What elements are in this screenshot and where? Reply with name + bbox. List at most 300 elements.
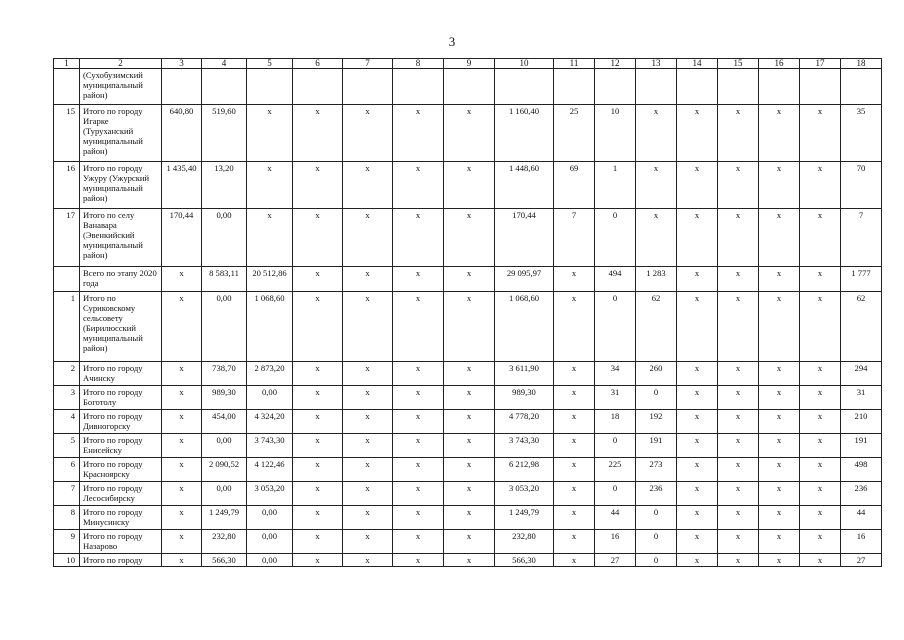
- row-name-cell: Итого по городу Енисейску: [80, 434, 162, 458]
- value-cell: [444, 69, 495, 105]
- table-row: [54, 162, 882, 209]
- value-cell: х: [444, 267, 495, 292]
- value-cell: х: [293, 434, 343, 458]
- value-cell: х: [759, 105, 800, 162]
- table-row: [54, 105, 882, 162]
- column-header: 10: [495, 59, 554, 69]
- value-cell: 566,30: [495, 554, 554, 567]
- value-cell: 1 777: [841, 267, 882, 292]
- value-cell: 31: [841, 386, 882, 410]
- value-cell: х: [677, 267, 718, 292]
- value-cell: х: [718, 386, 759, 410]
- value-cell: х: [718, 530, 759, 554]
- value-cell: х: [162, 554, 202, 567]
- value-cell: х: [800, 267, 841, 292]
- value-cell: х: [759, 506, 800, 530]
- value-cell: х: [677, 162, 718, 209]
- value-cell: [759, 69, 800, 105]
- value-cell: [202, 69, 247, 105]
- value-cell: 294: [841, 362, 882, 386]
- value-cell: х: [718, 506, 759, 530]
- value-cell: х: [343, 554, 393, 567]
- value-cell: 0: [595, 209, 636, 267]
- value-cell: х: [343, 267, 393, 292]
- value-cell: [495, 69, 554, 105]
- value-cell: 2 873,20: [247, 362, 293, 386]
- value-cell: х: [800, 209, 841, 267]
- value-cell: 70: [841, 162, 882, 209]
- row-number-cell: 9: [54, 530, 80, 554]
- row-number-cell: 3: [54, 386, 80, 410]
- value-cell: 3 743,30: [247, 434, 293, 458]
- value-cell: х: [444, 434, 495, 458]
- value-cell: 3 053,20: [495, 482, 554, 506]
- value-cell: х: [162, 362, 202, 386]
- value-cell: 0: [636, 506, 677, 530]
- value-cell: [293, 69, 343, 105]
- row-name-cell: Итого по городу Игарке (Туруханский муниципальный район): [80, 105, 162, 162]
- value-cell: [841, 69, 882, 105]
- value-cell: 192: [636, 410, 677, 434]
- column-header: 5: [247, 59, 293, 69]
- row-name-cell: Всего по этапу 2020 года: [80, 267, 162, 292]
- value-cell: [595, 69, 636, 105]
- value-cell: 4 324,20: [247, 410, 293, 434]
- row-number-cell: [54, 267, 80, 292]
- value-cell: х: [162, 434, 202, 458]
- row-name-cell: Итого по селу Ванавара (Эвенкийский муниципальный район): [80, 209, 162, 267]
- value-cell: 13,20: [202, 162, 247, 209]
- row-name-cell: Итого по городу Ачинску: [80, 362, 162, 386]
- value-cell: х: [293, 458, 343, 482]
- column-header: 16: [759, 59, 800, 69]
- value-cell: 8 583,11: [202, 267, 247, 292]
- value-cell: 498: [841, 458, 882, 482]
- value-cell: 170,44: [162, 209, 202, 267]
- value-cell: 191: [636, 434, 677, 458]
- value-cell: х: [677, 209, 718, 267]
- value-cell: 0,00: [202, 209, 247, 267]
- value-cell: х: [677, 458, 718, 482]
- row-name-cell: Итого по Суриковскому сельсовету (Бирилюсский муниципальный район): [80, 292, 162, 362]
- value-cell: х: [162, 482, 202, 506]
- table-row: [54, 292, 882, 362]
- value-cell: 4 122,46: [247, 458, 293, 482]
- value-cell: х: [759, 458, 800, 482]
- row-number-cell: 1: [54, 292, 80, 362]
- value-cell: х: [800, 362, 841, 386]
- value-cell: 0: [595, 292, 636, 362]
- value-cell: х: [444, 292, 495, 362]
- value-cell: х: [800, 458, 841, 482]
- value-cell: х: [293, 267, 343, 292]
- value-cell: х: [718, 209, 759, 267]
- row-number-cell: 7: [54, 482, 80, 506]
- value-cell: х: [759, 362, 800, 386]
- data-table: [53, 58, 882, 567]
- value-cell: 191: [841, 434, 882, 458]
- value-cell: х: [444, 482, 495, 506]
- value-cell: 0: [636, 530, 677, 554]
- value-cell: х: [444, 386, 495, 410]
- value-cell: х: [343, 209, 393, 267]
- value-cell: х: [444, 162, 495, 209]
- value-cell: х: [444, 506, 495, 530]
- value-cell: х: [343, 530, 393, 554]
- value-cell: 3 611,90: [495, 362, 554, 386]
- row-number-cell: 15: [54, 105, 80, 162]
- value-cell: 640,80: [162, 105, 202, 162]
- value-cell: х: [162, 458, 202, 482]
- value-cell: 454,00: [202, 410, 247, 434]
- value-cell: х: [444, 105, 495, 162]
- value-cell: х: [554, 362, 595, 386]
- value-cell: 69: [554, 162, 595, 209]
- value-cell: х: [759, 386, 800, 410]
- value-cell: 225: [595, 458, 636, 482]
- value-cell: х: [393, 410, 444, 434]
- value-cell: х: [718, 410, 759, 434]
- value-cell: х: [393, 554, 444, 567]
- value-cell: х: [162, 386, 202, 410]
- value-cell: х: [800, 105, 841, 162]
- value-cell: [636, 69, 677, 105]
- value-cell: 27: [841, 554, 882, 567]
- value-cell: х: [444, 410, 495, 434]
- value-cell: х: [293, 530, 343, 554]
- value-cell: х: [293, 362, 343, 386]
- column-header: 3: [162, 59, 202, 69]
- value-cell: 29 095,97: [495, 267, 554, 292]
- row-name-cell: Итого по городу Лесосибирску: [80, 482, 162, 506]
- value-cell: х: [343, 410, 393, 434]
- value-cell: 62: [841, 292, 882, 362]
- column-header: 7: [343, 59, 393, 69]
- column-header: 11: [554, 59, 595, 69]
- value-cell: х: [554, 292, 595, 362]
- row-number-cell: 16: [54, 162, 80, 209]
- value-cell: х: [759, 410, 800, 434]
- value-cell: 1 249,79: [202, 506, 247, 530]
- value-cell: 1 160,40: [495, 105, 554, 162]
- value-cell: 989,30: [495, 386, 554, 410]
- column-header: 9: [444, 59, 495, 69]
- table-row: [54, 506, 882, 530]
- value-cell: 44: [595, 506, 636, 530]
- row-name-cell: Итого по городу Боготолу: [80, 386, 162, 410]
- table-row: [54, 69, 882, 105]
- value-cell: х: [343, 105, 393, 162]
- column-header: 12: [595, 59, 636, 69]
- value-cell: х: [800, 434, 841, 458]
- value-cell: 0: [636, 386, 677, 410]
- value-cell: х: [718, 292, 759, 362]
- value-cell: х: [162, 506, 202, 530]
- column-header: 17: [800, 59, 841, 69]
- value-cell: х: [800, 554, 841, 567]
- value-cell: х: [800, 292, 841, 362]
- value-cell: х: [293, 292, 343, 362]
- value-cell: х: [718, 458, 759, 482]
- value-cell: х: [293, 386, 343, 410]
- value-cell: 0,00: [247, 530, 293, 554]
- value-cell: х: [800, 162, 841, 209]
- value-cell: [718, 69, 759, 105]
- value-cell: 0,00: [202, 482, 247, 506]
- value-cell: х: [800, 482, 841, 506]
- value-cell: 7: [841, 209, 882, 267]
- column-header: 2: [80, 59, 162, 69]
- value-cell: 31: [595, 386, 636, 410]
- table-row: [54, 209, 882, 267]
- value-cell: 0,00: [202, 292, 247, 362]
- value-cell: х: [554, 410, 595, 434]
- value-cell: 62: [636, 292, 677, 362]
- value-cell: х: [636, 162, 677, 209]
- value-cell: х: [247, 162, 293, 209]
- value-cell: 34: [595, 362, 636, 386]
- column-header: 6: [293, 59, 343, 69]
- value-cell: 0: [636, 554, 677, 567]
- table-row: [54, 386, 882, 410]
- value-cell: х: [293, 410, 343, 434]
- value-cell: х: [293, 162, 343, 209]
- value-cell: 236: [636, 482, 677, 506]
- value-cell: 1 435,40: [162, 162, 202, 209]
- row-number-cell: [54, 69, 80, 105]
- value-cell: 236: [841, 482, 882, 506]
- value-cell: [393, 69, 444, 105]
- value-cell: х: [800, 530, 841, 554]
- value-cell: 232,80: [202, 530, 247, 554]
- table-row: [54, 362, 882, 386]
- value-cell: х: [800, 506, 841, 530]
- table-row: [54, 458, 882, 482]
- value-cell: 1 068,60: [495, 292, 554, 362]
- value-cell: х: [444, 362, 495, 386]
- value-cell: 519,60: [202, 105, 247, 162]
- value-cell: х: [393, 209, 444, 267]
- table-row: [54, 530, 882, 554]
- value-cell: 0: [595, 482, 636, 506]
- value-cell: 7: [554, 209, 595, 267]
- value-cell: [343, 69, 393, 105]
- value-cell: [247, 69, 293, 105]
- value-cell: х: [718, 105, 759, 162]
- row-name-cell: Итого по городу Дивногорску: [80, 410, 162, 434]
- value-cell: 170,44: [495, 209, 554, 267]
- value-cell: х: [554, 506, 595, 530]
- value-cell: х: [718, 267, 759, 292]
- table-row: [54, 410, 882, 434]
- value-cell: х: [759, 292, 800, 362]
- value-cell: х: [718, 554, 759, 567]
- value-cell: х: [677, 410, 718, 434]
- row-name-cell: Итого по городу Минусинску: [80, 506, 162, 530]
- value-cell: х: [554, 267, 595, 292]
- value-cell: х: [677, 434, 718, 458]
- value-cell: х: [800, 410, 841, 434]
- value-cell: 0,00: [247, 386, 293, 410]
- value-cell: х: [247, 209, 293, 267]
- value-cell: 0,00: [247, 506, 293, 530]
- value-cell: 16: [595, 530, 636, 554]
- row-name-cell: Итого по городу Назарово: [80, 530, 162, 554]
- value-cell: х: [293, 209, 343, 267]
- value-cell: 210: [841, 410, 882, 434]
- table-row: [54, 267, 882, 292]
- row-number-cell: 2: [54, 362, 80, 386]
- value-cell: х: [677, 482, 718, 506]
- value-cell: х: [554, 482, 595, 506]
- value-cell: 989,30: [202, 386, 247, 410]
- value-cell: 1 249,79: [495, 506, 554, 530]
- value-cell: х: [293, 554, 343, 567]
- value-cell: х: [393, 386, 444, 410]
- value-cell: [554, 69, 595, 105]
- table-row: [54, 434, 882, 458]
- value-cell: х: [162, 410, 202, 434]
- column-header: 15: [718, 59, 759, 69]
- table-row: [54, 482, 882, 506]
- value-cell: х: [393, 506, 444, 530]
- value-cell: х: [293, 105, 343, 162]
- value-cell: 4 778,20: [495, 410, 554, 434]
- value-cell: х: [636, 105, 677, 162]
- value-cell: 3 053,20: [247, 482, 293, 506]
- value-cell: 27: [595, 554, 636, 567]
- value-cell: 20 512,86: [247, 267, 293, 292]
- value-cell: х: [718, 162, 759, 209]
- value-cell: х: [393, 362, 444, 386]
- value-cell: 1 068,60: [247, 292, 293, 362]
- value-cell: [162, 69, 202, 105]
- value-cell: х: [393, 458, 444, 482]
- value-cell: х: [759, 434, 800, 458]
- column-header: 8: [393, 59, 444, 69]
- value-cell: 3 743,30: [495, 434, 554, 458]
- value-cell: х: [343, 162, 393, 209]
- value-cell: 18: [595, 410, 636, 434]
- value-cell: 25: [554, 105, 595, 162]
- value-cell: х: [393, 292, 444, 362]
- value-cell: х: [677, 292, 718, 362]
- value-cell: х: [554, 458, 595, 482]
- value-cell: х: [162, 292, 202, 362]
- row-name-cell: Итого по городу Красноярску: [80, 458, 162, 482]
- value-cell: х: [677, 506, 718, 530]
- value-cell: 2 090,52: [202, 458, 247, 482]
- value-cell: 35: [841, 105, 882, 162]
- row-number-cell: 5: [54, 434, 80, 458]
- value-cell: [800, 69, 841, 105]
- value-cell: х: [759, 162, 800, 209]
- value-cell: х: [444, 554, 495, 567]
- value-cell: [677, 69, 718, 105]
- value-cell: 0: [595, 434, 636, 458]
- value-cell: 1 448,60: [495, 162, 554, 209]
- value-cell: х: [444, 209, 495, 267]
- value-cell: х: [247, 105, 293, 162]
- value-cell: 6 212,98: [495, 458, 554, 482]
- column-header: 1: [54, 59, 80, 69]
- value-cell: х: [444, 530, 495, 554]
- value-cell: х: [759, 530, 800, 554]
- value-cell: х: [393, 434, 444, 458]
- value-cell: х: [554, 530, 595, 554]
- value-cell: х: [343, 292, 393, 362]
- value-cell: 0,00: [247, 554, 293, 567]
- row-number-cell: 6: [54, 458, 80, 482]
- value-cell: х: [343, 482, 393, 506]
- value-cell: х: [343, 362, 393, 386]
- value-cell: х: [393, 267, 444, 292]
- value-cell: 738,70: [202, 362, 247, 386]
- value-cell: 1: [595, 162, 636, 209]
- value-cell: 10: [595, 105, 636, 162]
- column-header: 4: [202, 59, 247, 69]
- value-cell: х: [343, 506, 393, 530]
- table-row: [54, 554, 882, 567]
- value-cell: 0,00: [202, 434, 247, 458]
- value-cell: х: [677, 386, 718, 410]
- column-header: 18: [841, 59, 882, 69]
- value-cell: 566,30: [202, 554, 247, 567]
- value-cell: х: [444, 458, 495, 482]
- value-cell: х: [759, 209, 800, 267]
- value-cell: х: [554, 386, 595, 410]
- value-cell: х: [718, 362, 759, 386]
- page-number: 3: [448, 34, 456, 49]
- value-cell: х: [393, 482, 444, 506]
- value-cell: х: [636, 209, 677, 267]
- value-cell: х: [800, 386, 841, 410]
- header-row: [54, 59, 882, 69]
- row-number-cell: 10: [54, 554, 80, 567]
- value-cell: х: [393, 105, 444, 162]
- value-cell: х: [293, 506, 343, 530]
- value-cell: 494: [595, 267, 636, 292]
- value-cell: х: [343, 458, 393, 482]
- value-cell: х: [343, 434, 393, 458]
- value-cell: х: [343, 386, 393, 410]
- column-header: 13: [636, 59, 677, 69]
- value-cell: 273: [636, 458, 677, 482]
- row-number-cell: 8: [54, 506, 80, 530]
- value-cell: х: [393, 530, 444, 554]
- value-cell: х: [162, 530, 202, 554]
- value-cell: 16: [841, 530, 882, 554]
- value-cell: х: [759, 554, 800, 567]
- value-cell: х: [162, 267, 202, 292]
- row-number-cell: 17: [54, 209, 80, 267]
- value-cell: х: [677, 362, 718, 386]
- column-header: 14: [677, 59, 718, 69]
- value-cell: х: [677, 105, 718, 162]
- row-number-cell: 4: [54, 410, 80, 434]
- row-name-cell: Итого по городу: [80, 554, 162, 567]
- value-cell: х: [759, 482, 800, 506]
- value-cell: х: [554, 554, 595, 567]
- value-cell: х: [393, 162, 444, 209]
- value-cell: х: [293, 482, 343, 506]
- row-name-cell: Итого по городу Ужуру (Ужурский муниципальный район): [80, 162, 162, 209]
- value-cell: х: [718, 434, 759, 458]
- value-cell: х: [554, 434, 595, 458]
- value-cell: х: [677, 554, 718, 567]
- value-cell: 232,80: [495, 530, 554, 554]
- value-cell: 260: [636, 362, 677, 386]
